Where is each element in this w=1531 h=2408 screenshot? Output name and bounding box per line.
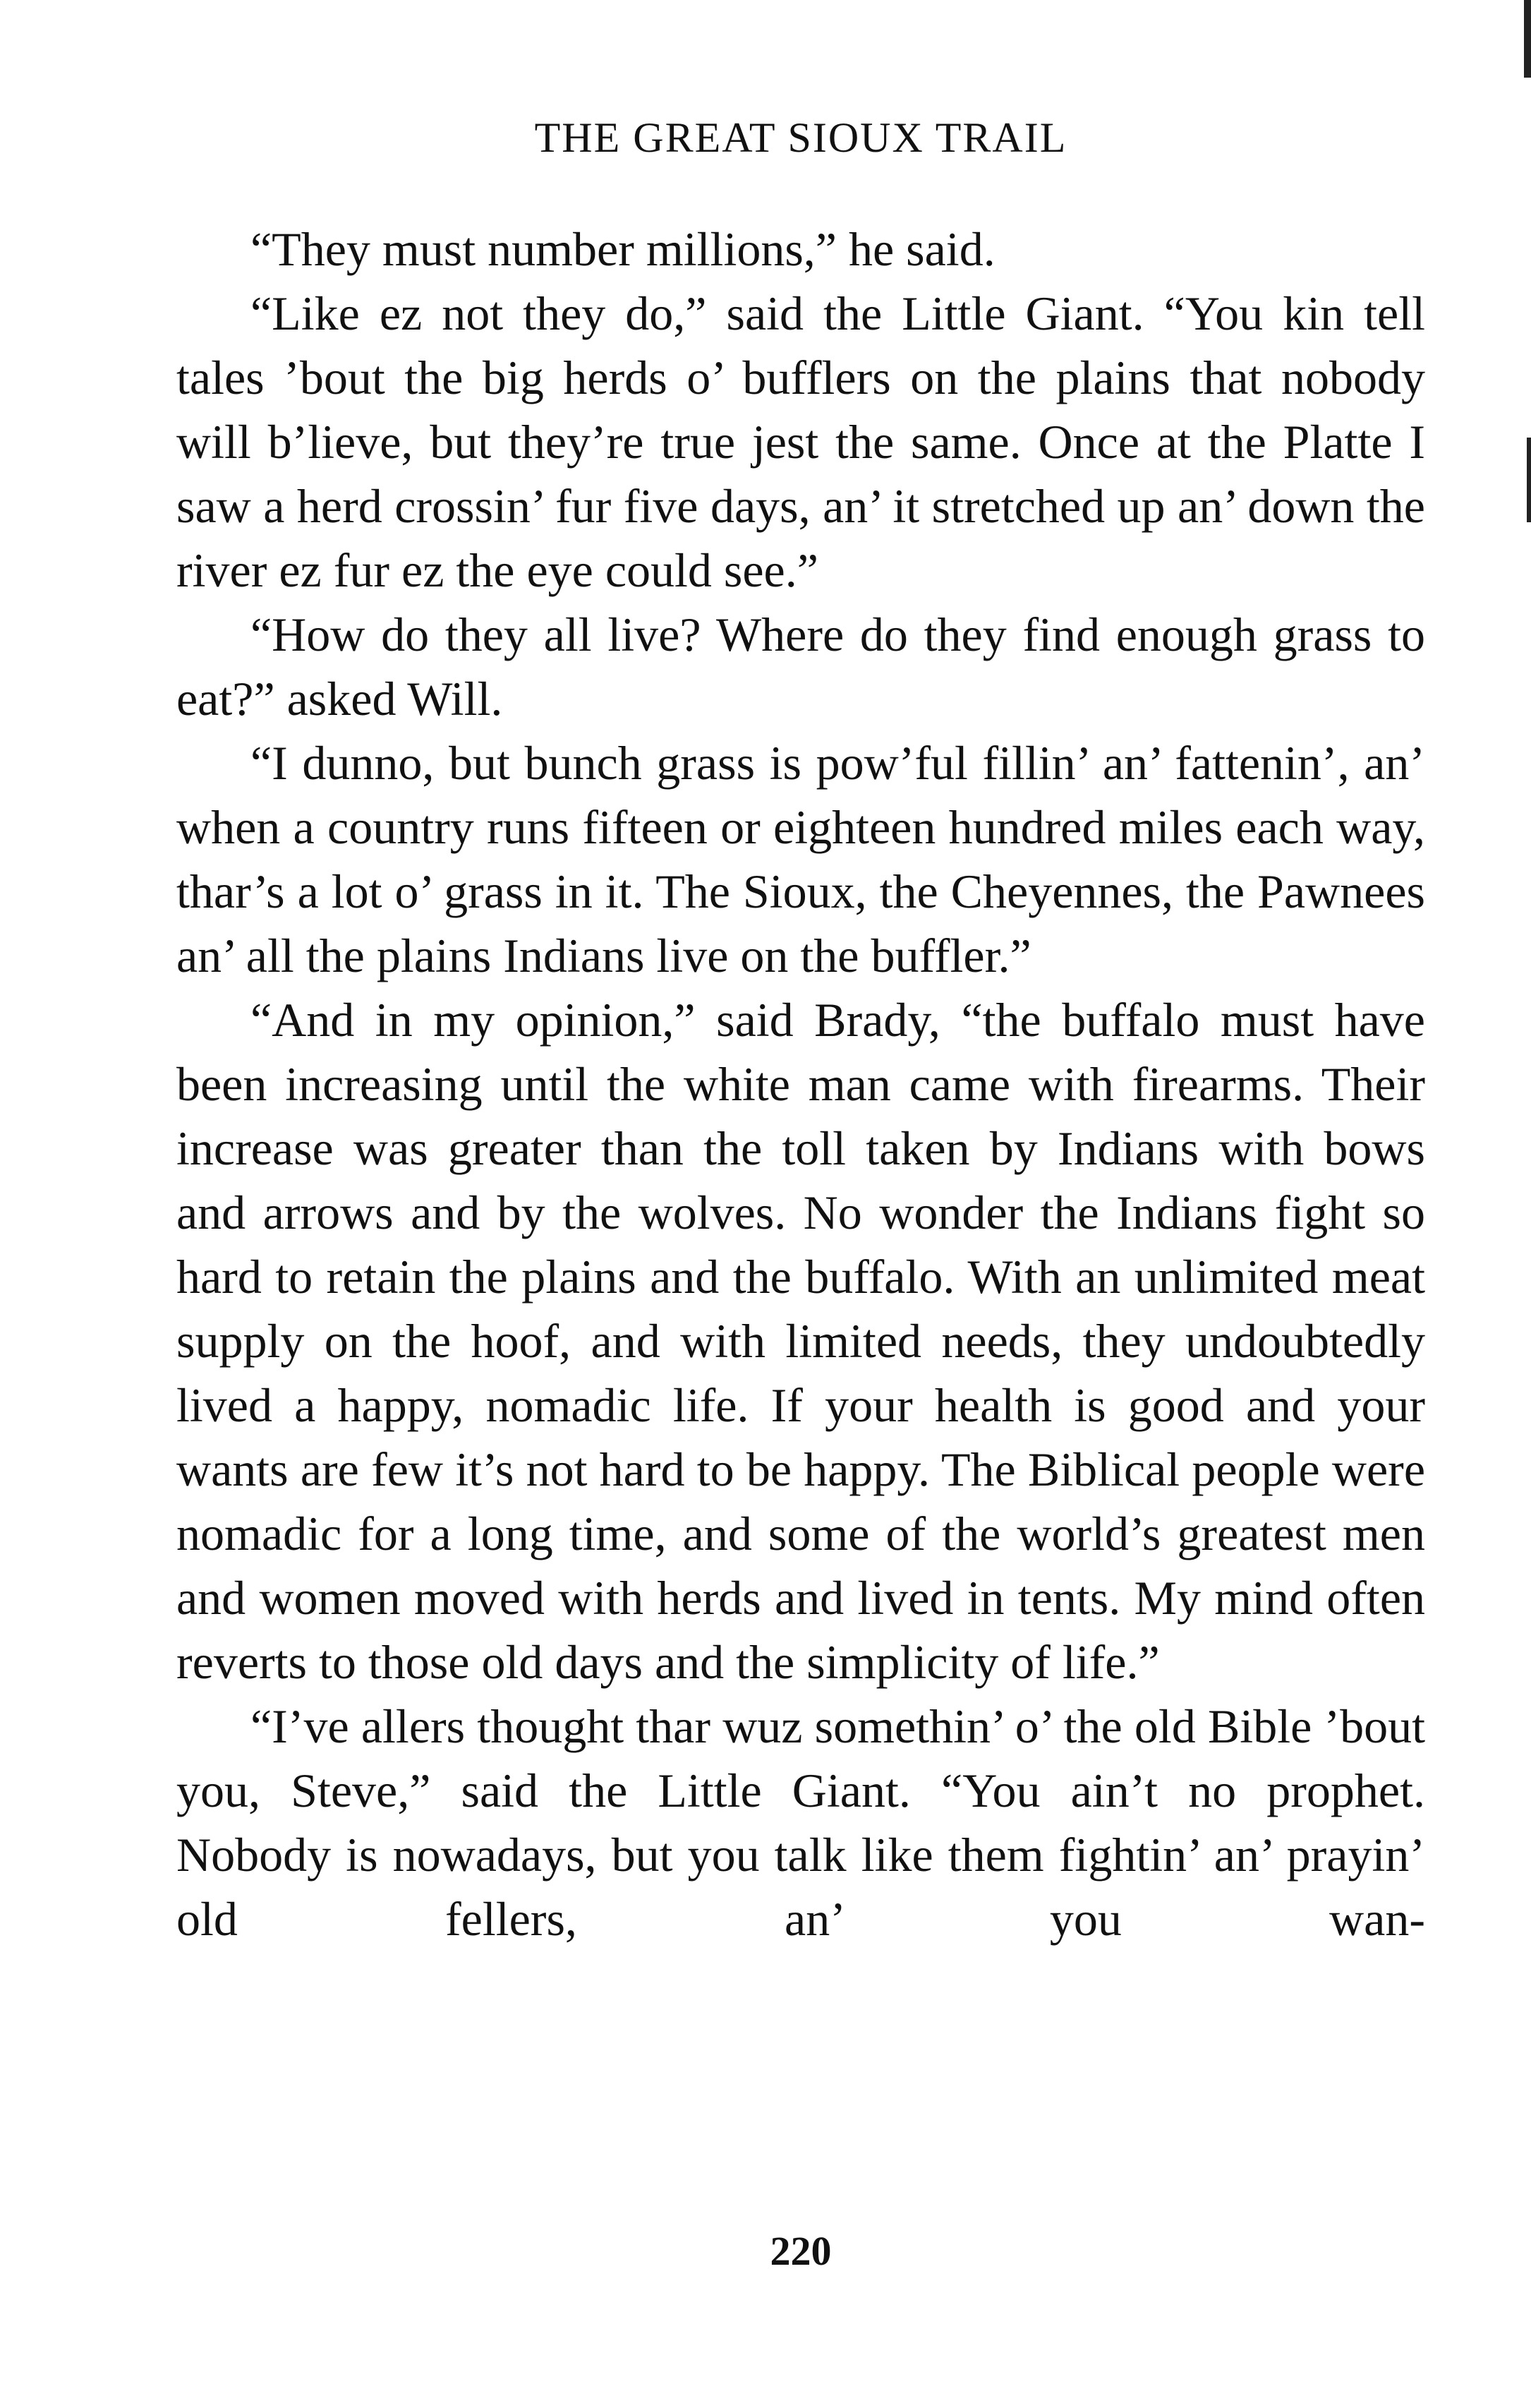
running-title: THE GREAT SIOUX TRAIL xyxy=(534,114,1067,161)
scan-edge-mark xyxy=(1527,438,1531,522)
body-text xyxy=(176,217,1425,1951)
paragraph: “I dunno, but bunch grass is pow’ful fillin’ an’ fattenin’, an’ when a country runs fifteen or eighteen hundred miles each way, thar’s a lot o’ grass in it. The Sioux, the Cheyennes, the Pawnees an’ all the plains Indians live on the buffler.” xyxy=(176,736,1425,982)
paragraph: “Like ez not they do,” said the Little Giant. “You kin tell tales ’bout the big herds o’ bufflers on the plains that nobody will b’lieve, but they’re true jest the same. Once at the Platte I saw a herd crossin’ fur five days, an’ it stretched up an’ down the river ez fur ez the eye could see.” xyxy=(176,287,1425,597)
book-page xyxy=(176,0,1425,2408)
page-number: 220 xyxy=(770,2228,832,2274)
paragraph: “I’ve allers thought thar wuz somethin’ o’ the old Bible ’bout you, Steve,” said the Little Giant. “You ain’t no prophet. Nobody is nowadays, but you talk like them fightin’ an’ prayin’ old fellers, an’ you wan- xyxy=(176,1699,1425,1946)
paragraph: “How do they all live? Where do they find enough grass to eat?” asked Will. xyxy=(176,608,1425,726)
paragraph: “They must number millions,” he said. xyxy=(250,222,996,276)
paragraph: “And in my opinion,” said Brady, “the buffalo must have been increasing until the white man came with firearms. Their increase was greater than the toll taken by Indians with bows and arrows and by the wolves. No wonder the Indians fight so hard to retain the plains and the buffalo. With an unlimited meat supply on the hoof, and with limited needs, they undoubtedly lived a happy, nomadic life. If your health is good and your wants are few it’s not hard to be happy. The Biblical people were nomadic for a long time, and some of the world’s greatest men and women moved with herds and lived in tents. My mind often reverts to those old days and the simplicity of life.” xyxy=(176,993,1425,1689)
scan-edge-mark xyxy=(1524,0,1531,78)
